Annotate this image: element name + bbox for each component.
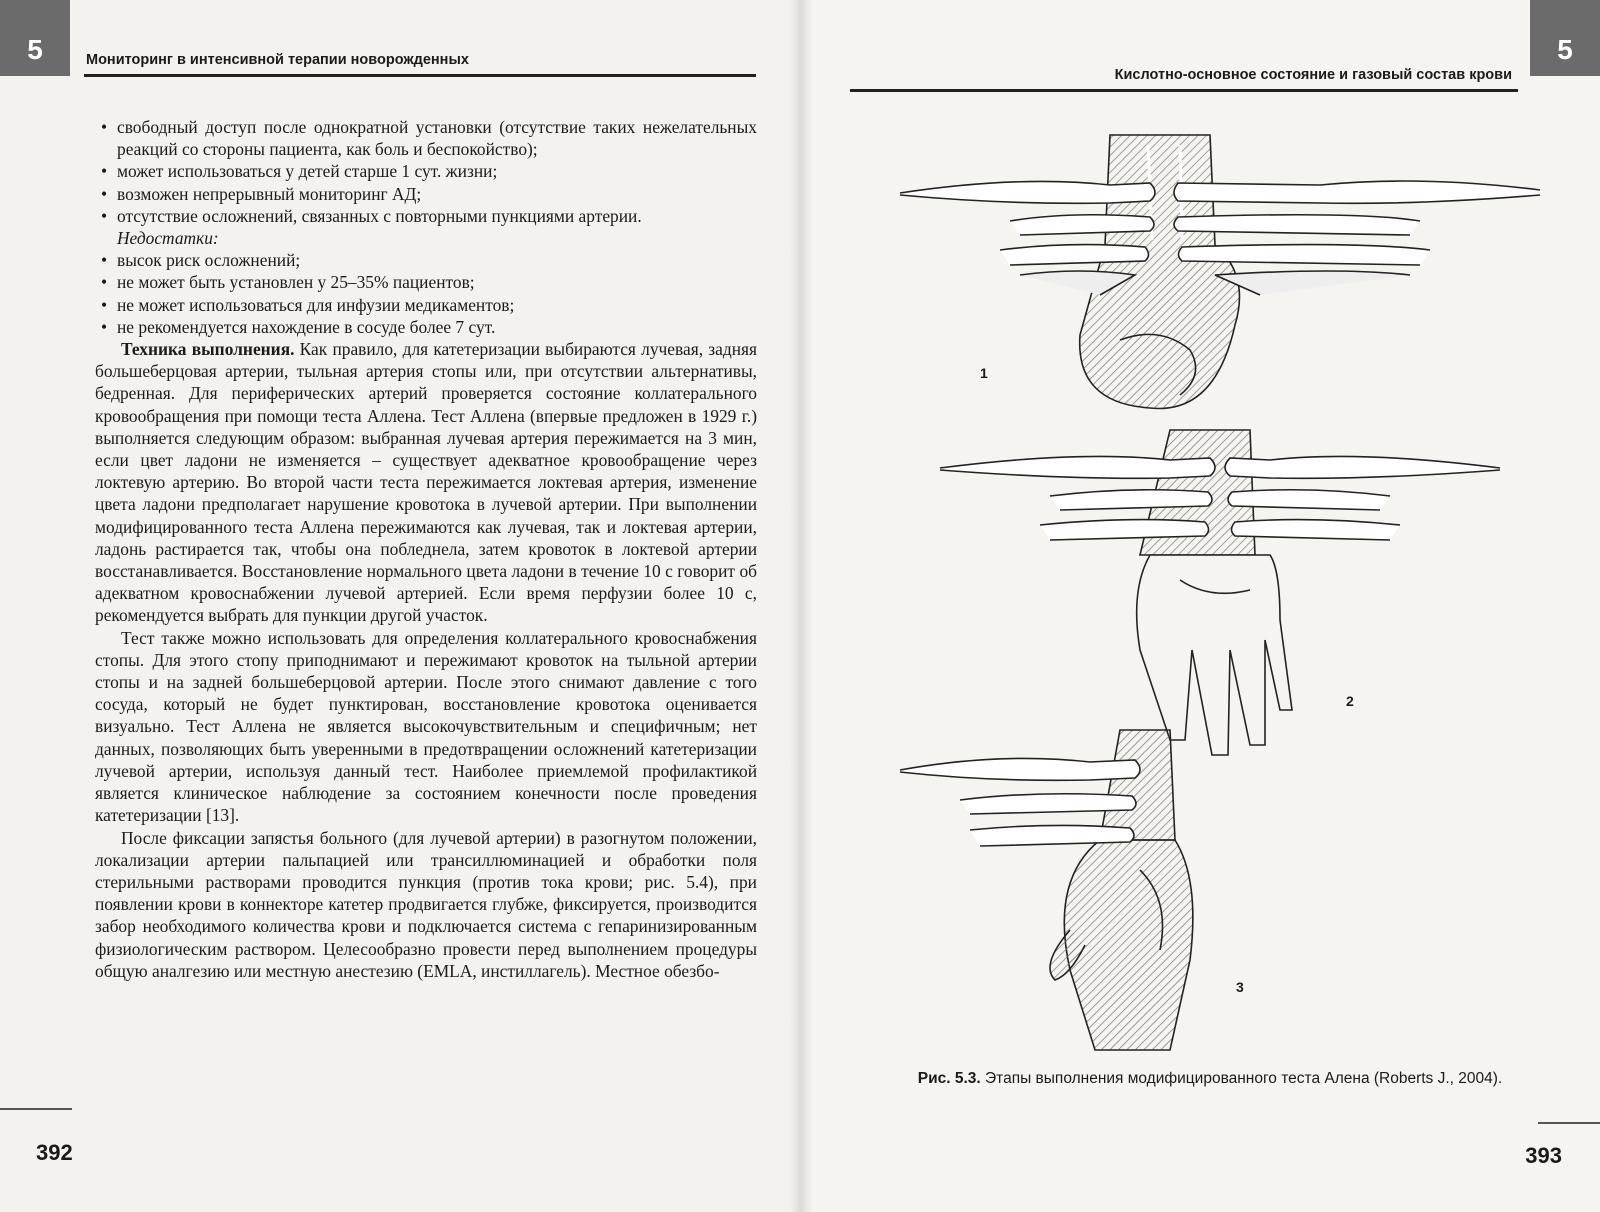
technique-heading: Техника выполнения. xyxy=(121,339,295,360)
caption-label: Рис. 5.3. xyxy=(917,1070,981,1087)
chapter-tab xyxy=(0,0,70,76)
advantages-list xyxy=(95,116,757,227)
technique-paragraph xyxy=(95,338,757,627)
figure-label: 1 xyxy=(980,365,988,381)
running-head: Кислотно-основное состояние и газовый состав крови xyxy=(1114,67,1512,83)
disadvantages-list xyxy=(95,249,757,338)
list-item: • отсутствие осложнений, связанных с повторными пункциями артерии. xyxy=(95,205,757,227)
list-item: • возможен непрерывный мониторинг АД; xyxy=(95,183,757,205)
technique-text: Как правило, для катетеризации выбираются лучевая, задняя большеберцовая артерии, тыльная артерия стопы или, при отсутствии альтернативы, бедренная. Для периферических артерий проверяется состояние коллатерального кровообращения при помощи теста Аллена. Тест Аллена (впервые предложен в 1929 г.) выполняется следующим образом: выбранная лучевая артерия пережимается на 3 мин, если цвет ладони не изменяется – существует адекватное кровообращение через локтевую артерию. Во второй части теста пережимается локтевая артерия, изменение цвета ладони предполагает нарушение кровотока в лучевой артерии. При выполнении модифицированного теста Аллена пережимаются как лучевая, так и локтевая артерии, ладонь растирается так, чтобы она побледнела, затем кровоток в локтевой артерии восстанавливается. Восстановление нормального цвета ладони в течение 10 с говорит об адекватном кровоснабжении лучевой артерией. Если время перфузии более 10 с, рекомендуется выбрать для пункции другой участок. xyxy=(95,339,757,626)
list-item: • свободный доступ после однократной установки (отсутствие таких нежелательных реакций со стороны пациента, как боль и беспокойство); xyxy=(95,116,757,160)
allen-test-figure xyxy=(860,125,1560,1065)
body-text xyxy=(95,116,757,982)
chapter-number: 5 xyxy=(1557,34,1573,65)
chapter-number: 5 xyxy=(27,34,43,65)
figure-caption xyxy=(860,1070,1560,1088)
header-rule xyxy=(84,74,756,77)
page-number: 392 xyxy=(36,1140,73,1165)
stage-3-illustration xyxy=(900,730,1193,1050)
book-spine xyxy=(790,0,812,1212)
list-item: • не может быть установлен у 25–35% пациентов; xyxy=(95,271,757,293)
list-item: • не рекомендуется нахождение в сосуде более 7 сут. xyxy=(95,316,757,338)
page-number: 393 xyxy=(1525,1143,1562,1168)
chapter-tab xyxy=(1530,0,1600,76)
stage-1-illustration xyxy=(900,135,1540,409)
footer-rule xyxy=(0,1108,72,1110)
stage-2-illustration xyxy=(940,430,1500,755)
paragraph: После фиксации запястья больного (для лучевой артерии) в разогнутом положении, локализации артерии пальпацией или трансиллюминацией и обработки поля стерильными растворами проводится пункция (против тока крови; рис. 5.4), при появлении крови в коннекторе катетер продвигается глубже, фиксируется, производится забор необходимого количества крови и подключается система с гепаринизированным физиологическим раствором. Целесообразно провести перед выполнением процедуры общую аналгезию или местную анестезию (EMLA, инстиллагель). Местное обезбо- xyxy=(95,827,757,981)
list-item: • высок риск осложнений; xyxy=(95,249,757,271)
list-item: • не может использоваться для инфузии медикаментов; xyxy=(95,294,757,316)
figure-label: 2 xyxy=(1346,693,1354,709)
footer-rule xyxy=(1538,1122,1600,1124)
running-head: Мониторинг в интенсивной терапии новорожденных xyxy=(86,52,469,68)
header-rule xyxy=(850,89,1518,92)
right-page xyxy=(800,0,1600,1212)
caption-text: Этапы выполнения модифицированного теста Алена (Roberts J., 2004). xyxy=(980,1070,1503,1087)
figure-label: 3 xyxy=(1236,979,1244,995)
allen-test-illustration xyxy=(860,125,1560,1065)
disadvantages-heading: Недостатки: xyxy=(117,228,219,249)
list-item: • может использоваться у детей старше 1 сут. жизни; xyxy=(95,160,757,182)
paragraph: Тест также можно использовать для определения коллатерального кровоснабжения стопы. Для этого стопу приподнимают и пережимают кровоток на тыльной артерии стопы и на задней большеберцовой артерии. После этого снимают давление с того сосуда, который не будет пунктирован, восстановление кровотока оценивается визуально. Тест Аллена не является высокочувствительным и специфичным; нет данных, позволяющих быть уверенными в предотвращении осложнений катетеризации лучевой артерии, используя данный тест. Наиболее приемлемой профилактикой является клиническое наблюдение за состоянием конечности после проведения катетеризации [13]. xyxy=(95,627,757,826)
